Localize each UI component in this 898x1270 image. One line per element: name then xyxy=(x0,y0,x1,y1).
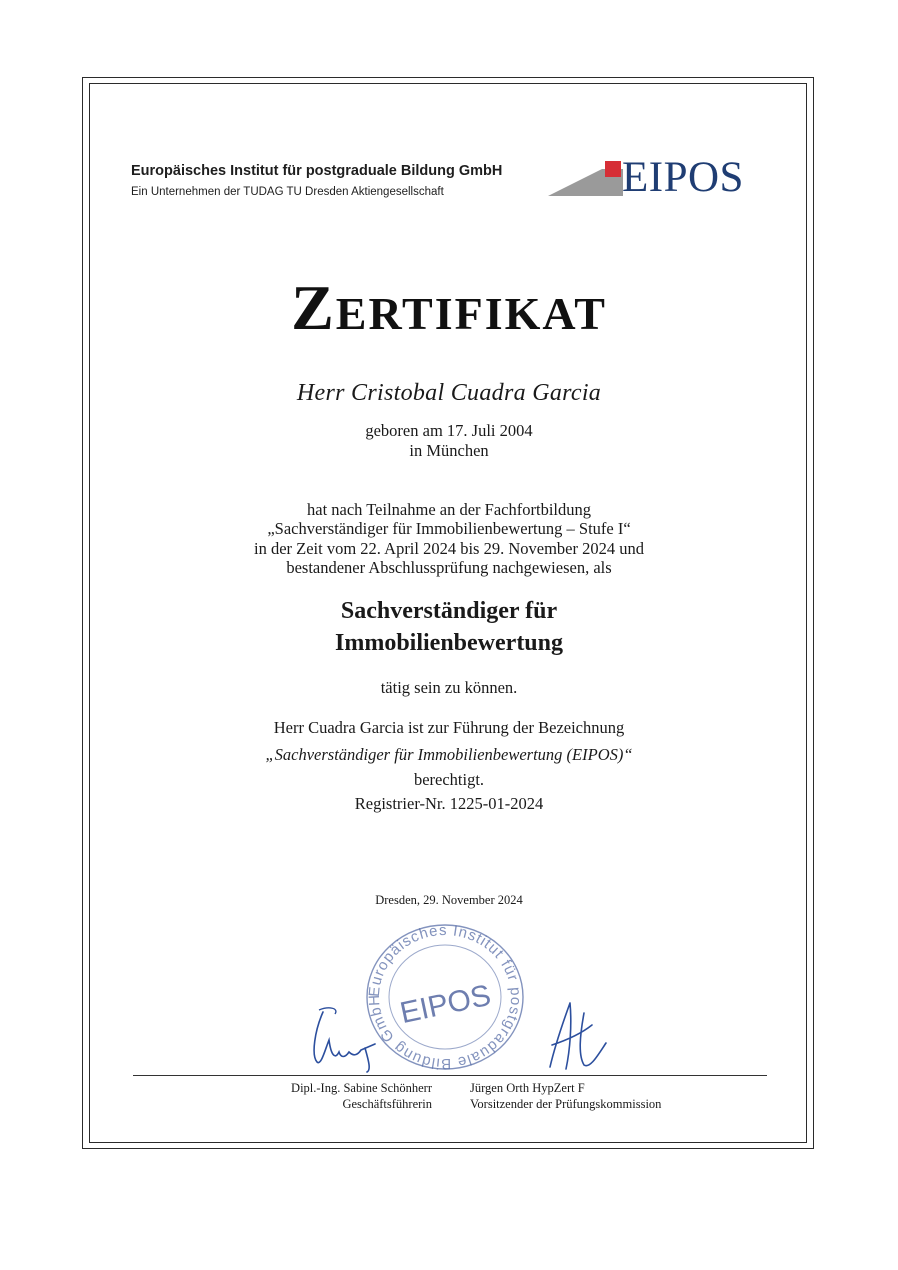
entitled-line: berechtigt. xyxy=(413,770,485,789)
signatory-right-role: Vorsitzender der Prüfungskommission xyxy=(470,1097,662,1111)
title-first-letter: Z xyxy=(291,272,336,343)
degree-line-1: Sachverständiger für xyxy=(340,598,558,624)
institute-name: Europäisches Institut für postgraduale Bildung GmbH xyxy=(131,163,503,179)
signature-right-icon xyxy=(540,995,620,1080)
designation-intro-line: Herr Cuadra Garcia ist zur Führung der Bezeichnung xyxy=(273,718,625,737)
signatory-left xyxy=(291,1080,432,1112)
place-and-date: Dresden, 29. November 2024 xyxy=(375,893,523,907)
logo-red-square xyxy=(605,161,621,177)
logo-wordmark: EIPOS xyxy=(622,154,744,201)
period-line: in der Zeit vom 22. April 2024 bis 29. November 2024 und xyxy=(254,539,644,558)
title-rest: ERTIFIKAT xyxy=(335,288,607,339)
institute-subline: Ein Unternehmen der TUDAG TU Dresden Aktiengesellschaft xyxy=(131,186,444,198)
signature-line xyxy=(133,1075,767,1076)
exam-line: bestandener Abschlussprüfung nachgewiesen, als xyxy=(286,558,612,577)
signatory-left-name: Dipl.-Ing. Sabine Schönherr xyxy=(291,1081,432,1095)
signatory-right-name: Jürgen Orth HypZert F xyxy=(470,1081,585,1095)
course-name-line: „Sachverständiger für Immobilienbewertung – Stufe I“ xyxy=(267,519,631,538)
signatory-left-role: Geschäftsführerin xyxy=(342,1097,432,1111)
recipient-name: Herr Cristobal Cuadra Garcia xyxy=(296,380,602,406)
birth-place-line: in München xyxy=(409,441,489,460)
degree-line-2: Immobilienbewertung xyxy=(335,630,563,656)
registration-number: Registrier-Nr. 1225-01-2024 xyxy=(354,794,544,813)
seal-center-text: EIPOS xyxy=(397,978,494,1031)
seal-ring-text: Europäisches Institut für postgraduale Bildung GmbH xyxy=(365,922,525,1072)
signatory-right xyxy=(470,1080,661,1112)
signature-left-icon xyxy=(305,1000,395,1075)
after-degree-line: tätig sein zu können. xyxy=(380,678,518,697)
birth-date-line: geboren am 17. Juli 2004 xyxy=(365,421,533,440)
body-line-1: hat nach Teilnahme an der Fachfortbildung xyxy=(307,500,591,519)
certificate-title xyxy=(0,272,898,350)
designation-title-line: „Sachverständiger für Immobilienbewertung (EIPOS)“ xyxy=(265,745,633,764)
